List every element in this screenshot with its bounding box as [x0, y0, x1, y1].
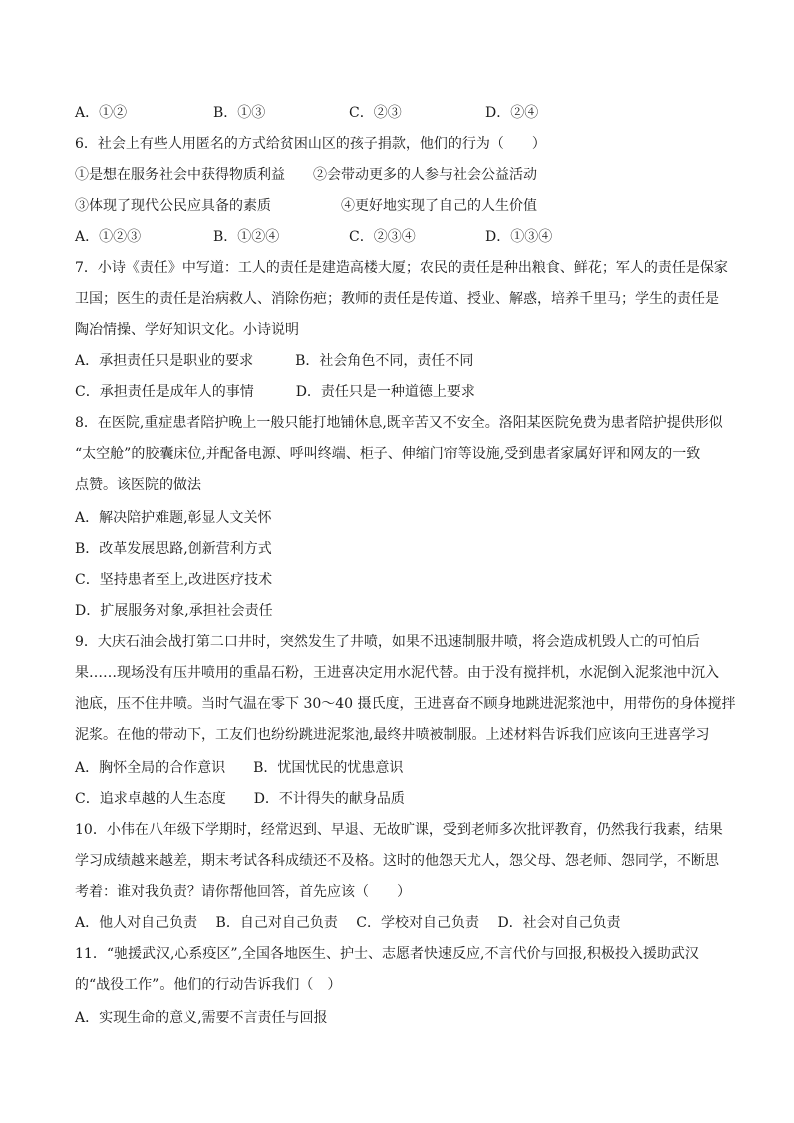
q10-options-line: A．他人对自己负责 B．自己对自己负责 C．学校对自己负责 D．社会对自己负责	[75, 915, 621, 931]
q5-options	[75, 104, 715, 122]
q5-option-a: A．①②	[75, 105, 128, 121]
q9-stem-line-4: 泥浆。在他的带动下，工友们也纷纷跳进泥浆池,最终井喷被制服。上述材料告诉我们应该向王进喜学习	[75, 727, 710, 743]
q7-options-line-1: A．承担责任只是职业的要求 B．社会角色不同，责任不同	[75, 353, 474, 369]
q6-options	[75, 228, 715, 246]
q8-option-c: C．坚持患者至上,改进医疗技术	[75, 572, 273, 588]
q9-stem-line-1: 9．大庆石油会战打第二口井时，突然发生了井喷，如果不迅速制服井喷，将会造成机毁人亡的可怕后	[75, 634, 700, 650]
q7-options-line-2: C．承担责任是成年人的事情 D．责任只是一种道德上要求	[75, 384, 475, 400]
q8-stem-line-2: “太空舱”的胶囊床位,并配备电源、呼叫终端、柜子、伸缩门帘等设施,受到患者家属好评和网友的一致	[75, 446, 701, 462]
q6-stem: 6．社会上有些人用匿名的方式给贫困山区的孩子捐款，他们的行为（ ）	[75, 136, 546, 152]
q11-stem-line-1: 11．“驰援武汉,心系疫区”,全国各地医生、护士、志愿者快速反应,不言代价与回报,积极投入援助武汉	[75, 946, 699, 962]
q9-stem-line-2: 果……现场没有压井喷用的重晶石粉，王进喜决定用水泥代替。由于没有搅拌机，水泥倒入泥浆池中沉入	[75, 665, 719, 681]
q7-stem-line-3: 陶冶情操、学好知识文化。小诗说明	[75, 322, 299, 338]
q9-options-line-2: C．追求卓越的人生态度 D．不计得失的献身品质	[75, 791, 405, 807]
q6-items-line-2: ③体现了现代公民应具备的素质 ④更好地实现了自己的人生价值	[75, 198, 537, 214]
q6-option-d: D．①③④	[485, 229, 553, 245]
q8-option-d: D．扩展服务对象,承担社会责任	[75, 603, 273, 619]
q8-option-b: B．改革发展思路,创新营利方式	[75, 541, 272, 557]
q8-stem-line-1: 8．在医院,重症患者陪护晚上一般只能打地铺休息,既辛苦又不安全。洛阳某医院免费为患者陪护提供形似	[75, 415, 723, 431]
q5-option-c: C．②③	[349, 105, 402, 121]
q8-option-a: A．解决陪护难题,彰显人文关怀	[75, 510, 272, 526]
q11-stem-line-2: 的“战役工作”。他们的行动告诉我们（ ）	[75, 977, 342, 993]
q9-options-line-1: A．胸怀全局的合作意识 B．忧国忧民的忧患意识	[75, 760, 404, 776]
q11-option-a: A．实现生命的意义,需要不言责任与回报	[75, 1010, 328, 1026]
q5-option-b: B．①③	[213, 105, 266, 121]
q7-stem-line-2: 卫国；医生的责任是治病救人、消除伤疤；教师的责任是传道、授业、解惑，培养千里马；学生的责任是	[75, 291, 719, 307]
q9-stem-line-3: 池底，压不住井喷。当时气温在零下 30～40 摄氏度，王进喜奋不顾身地跳进泥浆池中，用带伤的身体搅拌	[75, 696, 736, 712]
q5-option-d: D．②④	[485, 105, 539, 121]
q6-option-b: B．①②④	[213, 229, 280, 245]
q6-option-a: A．①②③	[75, 229, 142, 245]
q8-stem-line-3: 点赞。该医院的做法	[75, 477, 201, 493]
q6-option-c: C．②③④	[349, 229, 416, 245]
q10-stem-line-3: 考着：谁对我负责？请你帮他回答，首先应该（ ）	[75, 884, 411, 900]
q6-items-line-1: ①是想在服务社会中获得物质利益 ②会带动更多的人参与社会公益活动	[75, 167, 537, 183]
q10-stem-line-2: 学习成绩越来越差，期末考试各科成绩还不及格。这时的他怨天尤人，怨父母、怨老师、怨同学，不断思	[75, 853, 719, 869]
q10-stem-line-1: 10．小伟在八年级下学期时，经常迟到、早退、无故旷课，受到老师多次批评教育，仍然我行我素，结果	[75, 822, 723, 838]
q7-stem-line-1: 7．小诗《责任》中写道：工人的责任是建造高楼大厦；农民的责任是种出粮食、鲜花；军人的责任是保家	[75, 260, 728, 276]
